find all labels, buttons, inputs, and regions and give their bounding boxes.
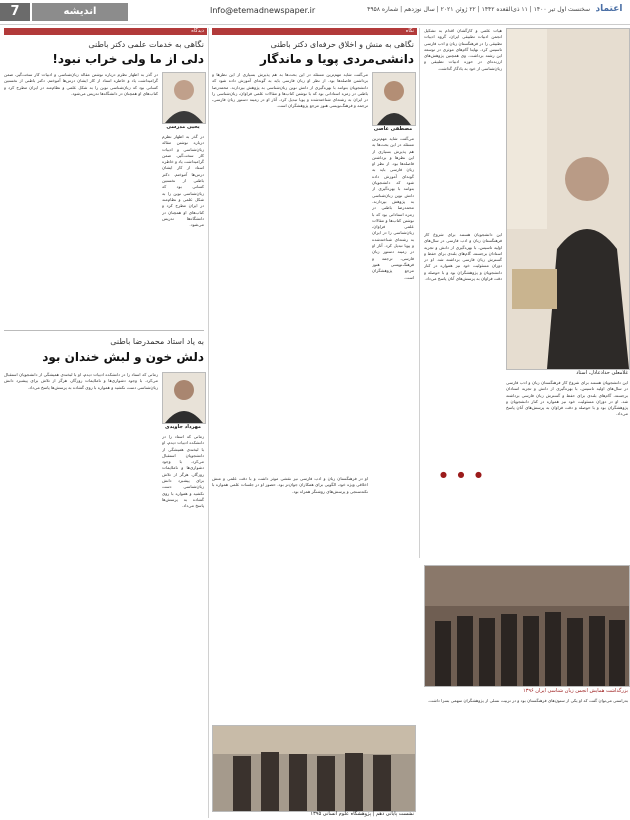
group-photo-illustration bbox=[425, 566, 629, 686]
issue-line: سخنست اول تیر ۱۴۰۰ | ۱۱ ذی‌القعده ۱۴۴۲ | ۲۲ ژوئن ۲۰۲۱ | سال نوزدهم | شماره ۴۹۵۸ bbox=[367, 6, 590, 13]
center-body-b: می‌گفت شاید مهم‌ترین مسئله در این بحث‌ها به هم پذیرش بسیاری از این نظرها و برداشتن فاصله‌ها بود. از نظر او زبان فارسی باید به گونه‌ای آموزش داده شود که دانشجویان بتوانند با بهره‌گیری از دانش نوین زبان‌شناسی به پژوهش بپردازند. محمدرضا باطنی در زمره استادانی بود که با نوشتن کتاب‌ها و مقالات علمی فراوان، زبان‌شناسی را در ایران به رشته‌ای شناخته‌شده و پویا تبدیل کرد. آثار او در زمینه دستور زبان فارسی، ترجمه و فرهنگ‌نویسی هنوز مرجع پژوهشگران است. bbox=[372, 136, 414, 280]
author-avatar bbox=[163, 73, 205, 123]
center-author-photo bbox=[372, 72, 416, 126]
left-body-d: زمانی که استاد را در دانشکده ادبیات دیدم، او با لبخندی همیشگی از دانشجویان استقبال می‌کرد. با وجود دشواری‌ها و ناملایمات روزگار، هرگز از تلاش برای پیشبرد دانش زبان‌شناسی دست نکشید و همواره با روی گشاده به پرسش‌ها پاسخ می‌داد. bbox=[162, 434, 204, 509]
left-body-c: زمانی که استاد را در دانشکده ادبیات دیدم، او با لبخندی همیشگی از دانشجویان استقبال می‌کرد. با وجود دشواری‌ها و ناملایمات روزگار، هرگز از تلاش برای پیشبرد دانش زبان‌شناسی دست نکشید و همواره با روی گشاده به پرسش‌ها پاسخ می‌داد. bbox=[4, 372, 158, 390]
center-tag: نگاه bbox=[212, 28, 417, 35]
right-body-bottom: به‌راستی می‌توان گفت که او یکی از ستون‌های فرهنگستان بود و در تربیت نسلی از پژوهشگران سهمی بسزا داشت. bbox=[427, 698, 628, 703]
left-tag: دیدگاه bbox=[4, 28, 207, 35]
left-headline: دلی از ما ولی خراب نبود! bbox=[52, 52, 204, 66]
top-bar bbox=[0, 0, 630, 25]
center-bottom-photo bbox=[212, 725, 416, 812]
newspaper-logo: اعتماد bbox=[595, 4, 623, 14]
column-divider bbox=[208, 28, 209, 818]
author-avatar bbox=[163, 373, 205, 423]
right-body-top: هیات علمی و کارگشان اقدام به تشکیل انجمن ادبیات تطبیقی ایران، گروه ادبیات تطبیقی را در فرهنگستان زبان و ادب فارسی تاسیس کرد. نهایتا گام‌های موثری در توسعه این رشته برداشت. وی همچنین پژوهش‌های ارزنده‌ای در حوزه ادبیات تطبیقی و زبان‌شناسی از خود به یادگار گذاشت. bbox=[424, 28, 502, 71]
left-author2-photo bbox=[162, 372, 206, 424]
article-divider bbox=[4, 330, 204, 331]
right-body-mid-a: این دانشجویان هستند برای شروع کار فرهنگستان زبان و ادب فارسی در سال‌های اولیه تاسیس، با بهره‌گیری از دانش و تجربه استادان برجسته، گام‌های بلندی برای حفظ و گسترش زبان فارسی برداشته شد. او در دوران مسئولیت خود نیز همواره در کنار دانشجویان و پژوهشگران بود و با حوصله و دقت فراوان به پرسش‌های آنان پاسخ می‌داد. bbox=[424, 232, 502, 282]
left-author2-name: مهرداد جاویدی bbox=[164, 424, 202, 430]
left-body-b: در گذر به اظهار نظرم درباره نوشتن مقاله زبان‌شناسی و ادبیات کار سخت‌گیر، ضمن گرامیداشت یاد و خاطره استاد از کار ایشان درس‌ها آموختم. دکتر باطنی از نخستین کسانی بود که زبان‌شناسی نوین را به شکل علمی و نظام‌مند در ایران مطرح کرد و کتاب‌های او همچنان در دانشگاه‌ها تدریس می‌شود. bbox=[162, 134, 204, 228]
portrait-illustration bbox=[507, 29, 629, 369]
left-author-photo bbox=[162, 72, 206, 124]
center-headline: دانشی‌مردی پویا و ماندگار bbox=[260, 52, 414, 66]
left-body-a: در گذر به اظهار نظرم درباره نوشتن مقاله زبان‌شناسی و ادبیات کار سخت‌گیر، ضمن گرامیداشت یاد و خاطره استاد از کار ایشان درس‌ها آموختم. دکتر باطنی از نخستین کسانی بود که زبان‌شناسی نوین را به شکل علمی و نظام‌مند در ایران مطرح کرد و کتاب‌های او همچنان در دانشگاه‌ها تدریس می‌شود. bbox=[4, 72, 158, 96]
center-body-a: می‌گفت شاید مهم‌ترین مسئله در این بحث‌ها به هم پذیرش بسیاری از این نظرها و برداشتن فاصله‌ها بود. از نظر او زبان فارسی باید به گونه‌ای آموزش داده شود که دانشجویان بتوانند با بهره‌گیری از دانش نوین زبان‌شناسی به پژوهش بپردازند. محمدرضا باطنی در زمره استادانی بود که با نوشتن کتاب‌ها و مقالات علمی فراوان، زبان‌شناسی را در ایران به رشته‌ای شناخته‌شده و پویا تبدیل کرد. آثار او در زمینه دستور زبان فارسی، ترجمه و فرهنگ‌نویسی هنوز مرجع پژوهشگران است. bbox=[212, 72, 368, 109]
separator-dots: ● ● ● bbox=[439, 470, 487, 479]
left-kicker-2: به یاد استاد محمدرضا باطنی bbox=[110, 337, 204, 346]
left-author-name: یحیی مدرسی bbox=[166, 124, 200, 130]
right-body-mid-b: این دانشجویان هستند برای شروع کار فرهنگستان زبان و ادب فارسی در سال‌های اولیه تاسیس، با بهره‌گیری از دانش و تجربه استادان برجسته، گام‌های بلندی برای حفظ و گسترش زبان فارسی برداشته شد. او در دوران مسئولیت خود نیز همواره در کنار دانشجویان و پژوهشگران بود و با حوصله و دقت فراوان به پرسش‌های آنان پاسخ می‌داد. bbox=[506, 380, 628, 417]
center-photo-caption: نشست پایانی دهم | پژوهشگاه علوم انسانی ۱۳۹۵ bbox=[310, 811, 414, 817]
left-kicker: نگاهی به خدمات علمی دکتر باطنی bbox=[88, 40, 204, 49]
right-photo-caption: غلامعلی حدادعادل، استاد bbox=[576, 370, 628, 376]
email-address[interactable]: Info@etemadnewspaper.ir bbox=[210, 6, 316, 15]
group-photo-caption: بزرگداشت همایش انجمن زبان شناسی ایران ۱۳۹۶ bbox=[522, 688, 628, 694]
section-label: اندیشه bbox=[32, 3, 128, 21]
center-author-name: مصطفی عاصی bbox=[373, 126, 413, 132]
page-number: 7 bbox=[0, 3, 30, 21]
ceremony-photo-illustration bbox=[213, 726, 415, 811]
author-avatar bbox=[373, 73, 415, 125]
group-event-photo bbox=[424, 565, 630, 687]
right-portrait-photo bbox=[506, 28, 630, 370]
left-headline-2: دلش خون و لبش خندان بود bbox=[42, 350, 204, 364]
center-body-c: او در فرهنگستان زبان و ادب فارسی نیز نقشی موثر داشت و با دقت علمی و منش اخلاقی ویژه خود، الگویی برای همکاران جوان‌تر بود. حضور او در جلسات علمی همواره با نکته‌سنجی و پرسش‌های روشنگر همراه بود. bbox=[212, 476, 368, 494]
center-kicker: نگاهی به منش و اخلاق حرفه‌ای دکتر باطنی bbox=[270, 40, 414, 49]
column-divider bbox=[419, 28, 420, 558]
